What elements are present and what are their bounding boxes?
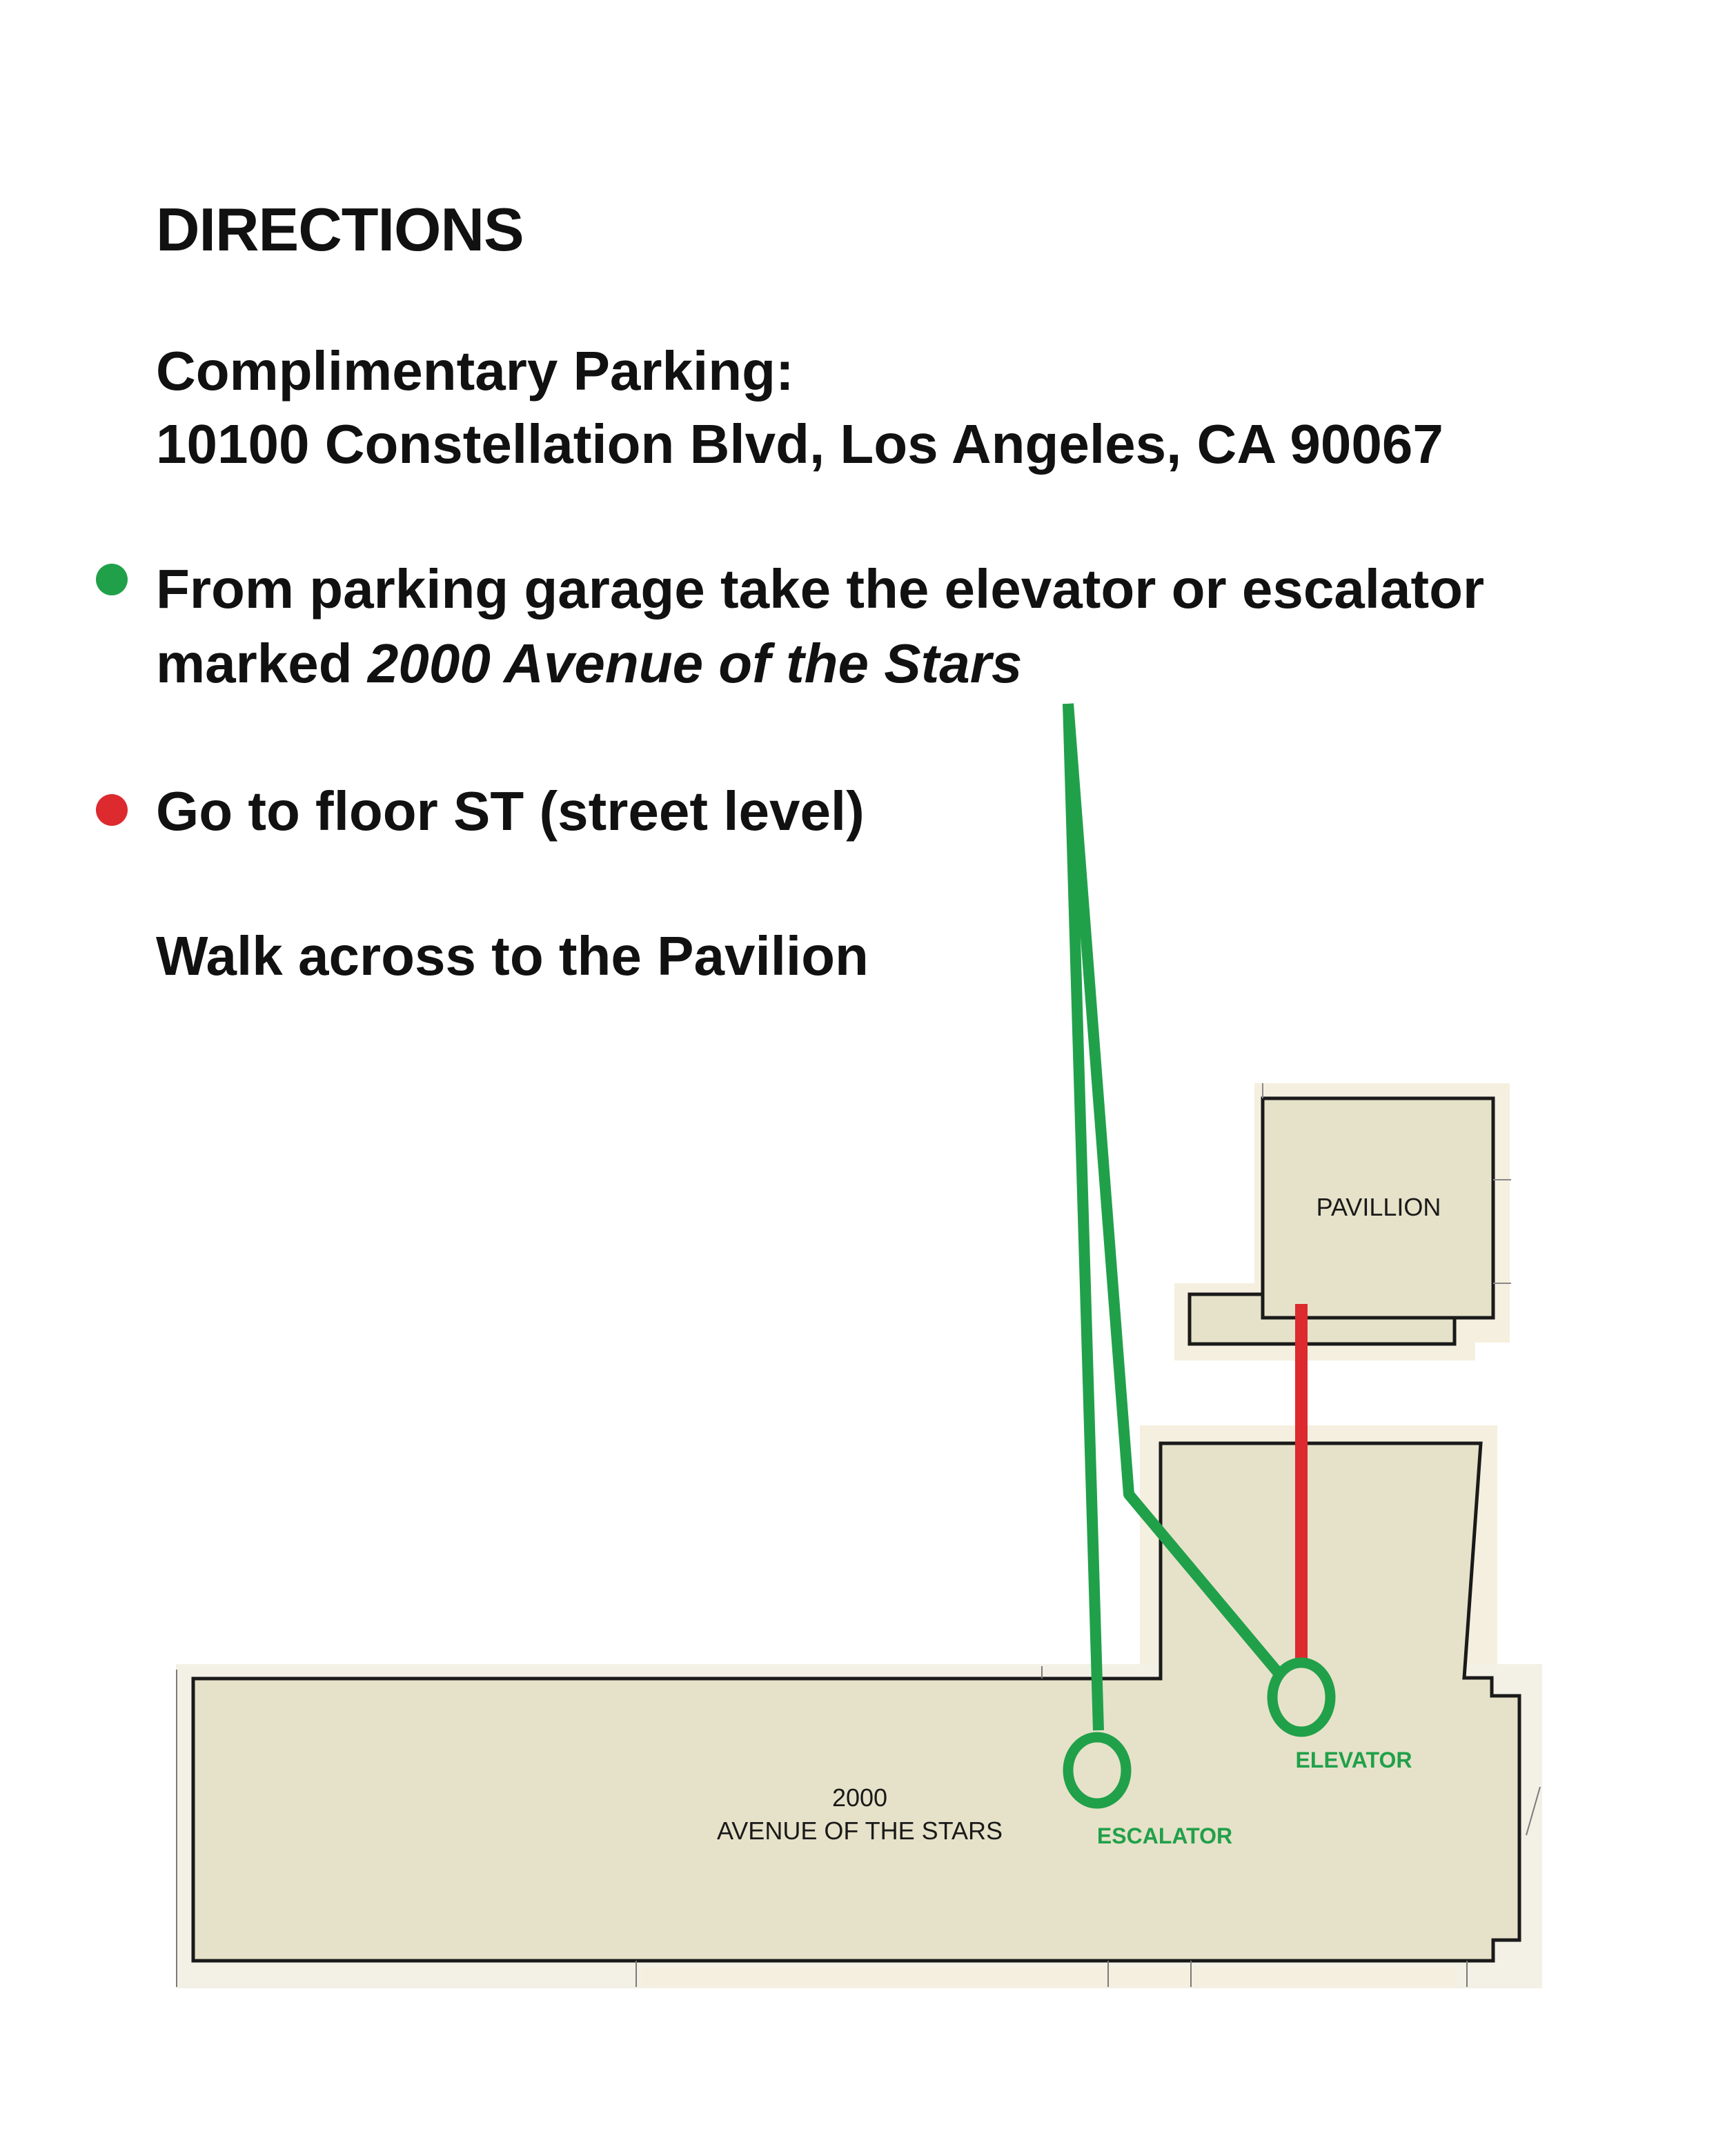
page-title: DIRECTIONS xyxy=(156,195,524,264)
building-label-name: AVENUE OF THE STARS xyxy=(716,1817,1003,1845)
step-3-text: Walk across to the Pavilion xyxy=(156,925,869,987)
parking-address: 10100 Constellation Blvd, Los Angeles, CA 90067 xyxy=(156,413,1443,475)
step-1-building-name: 2000 Avenue of the Stars xyxy=(367,633,1023,694)
parking-label: Complimentary Parking: xyxy=(156,340,794,402)
pavilion-label: PAVILLION xyxy=(1316,1193,1441,1221)
step-1-prefix: marked xyxy=(156,633,368,694)
escalator-label: ESCALATOR xyxy=(1096,1823,1233,1848)
step-1-line-1: From parking garage take the elevator or escalator xyxy=(156,558,1485,620)
building-label-number: 2000 xyxy=(831,1783,888,1812)
elevator-label: ELEVATOR xyxy=(1295,1748,1412,1772)
step-2-text: Go to floor ST (street level) xyxy=(156,780,865,842)
main-building xyxy=(193,1443,1519,1961)
